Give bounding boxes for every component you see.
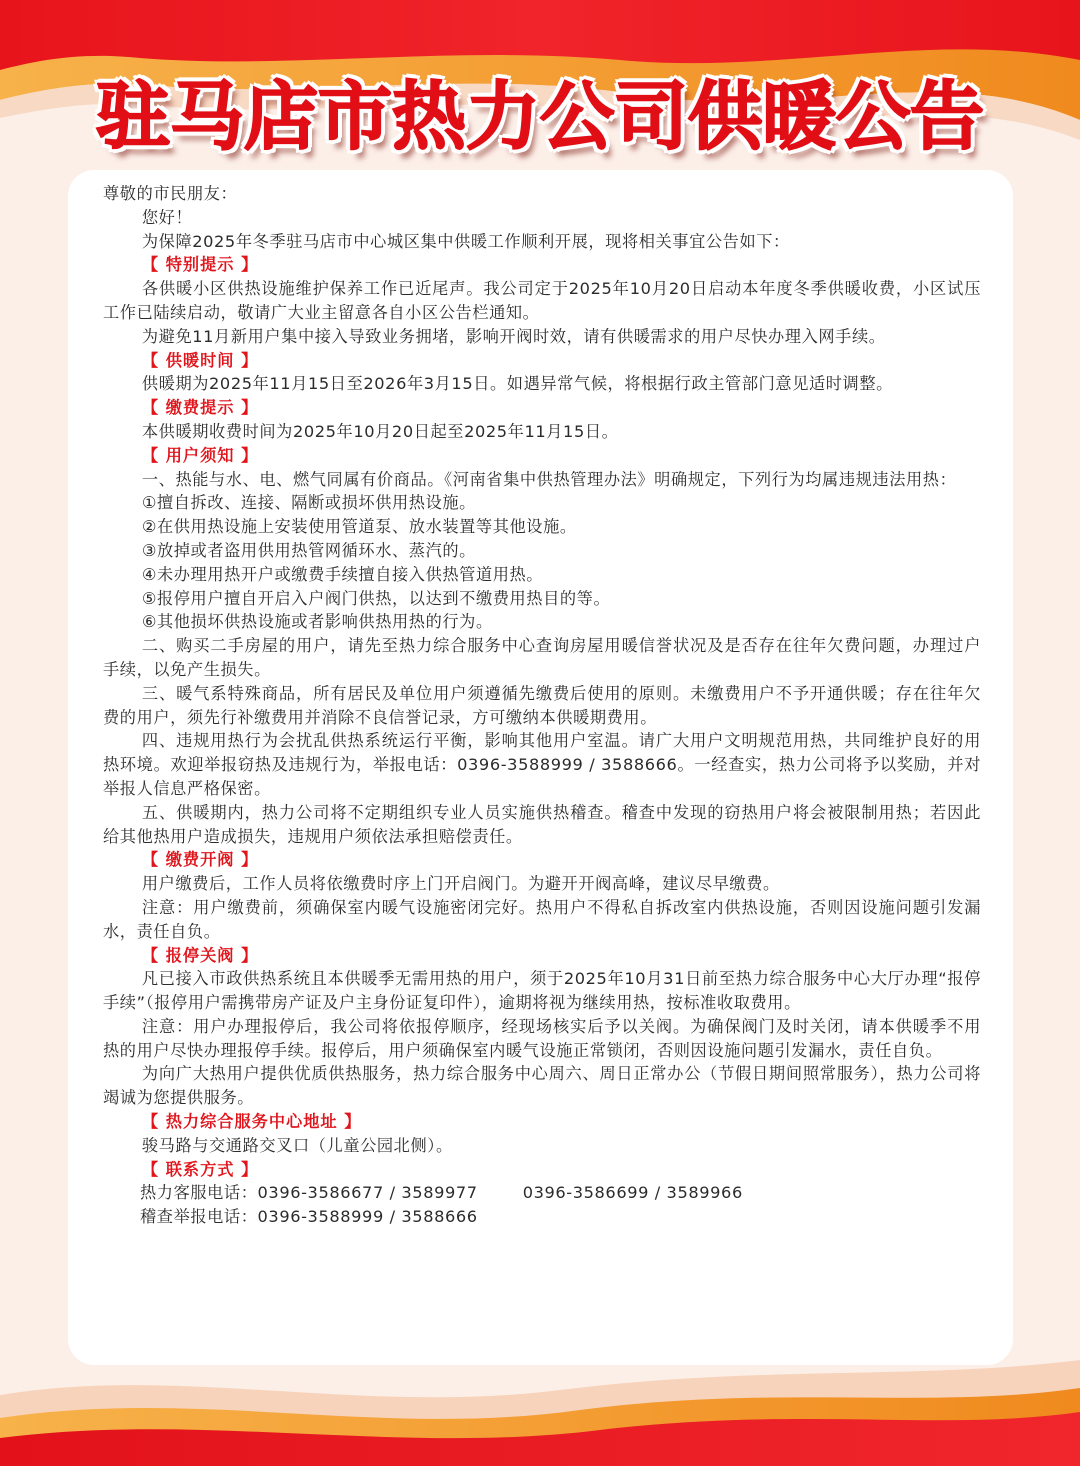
paragraph: 注意：用户缴费前，须确保室内暖气设施密闭完好。热用户不得私自拆改室内供热设施，否则因设施问题引发漏水，责任自负。 <box>103 897 981 941</box>
heading-time: 【 供暖时间 】 <box>141 350 259 370</box>
hello: 您好！ <box>141 207 193 227</box>
paragraph: 用户缴费后，工作人员将依缴费时序上门开启阀门。为避开开阀高峰，建议尽早缴费。 <box>141 874 780 894</box>
report-phone: 0396-3588999 / 3588666 <box>257 1207 478 1227</box>
list-item: ③放掉或者盗用供用热管网循环水、蒸汽的。 <box>141 540 476 560</box>
list-item: ②在供用热设施上安装使用管道泵、放水装置等其他设施。 <box>141 517 577 537</box>
heading-special: 【 特别提示 】 <box>141 255 259 275</box>
list-item: ④未办理用热开户或缴费手续擅自接入供热管道用热。 <box>141 564 544 584</box>
paragraph: 注意：用户办理报停后，我公司将依报停顺序，经现场核实后予以关阀。为确保阀门及时关闭，请本供暖季不用热的用户尽快办理报停手续。报停后，用户须确保室内暖气设施正常锁闭，否则因设施问题引发漏水，责任自负。 <box>103 1016 981 1060</box>
paragraph: 为向广大热用户提供优质供热服务，热力综合服务中心周六、周日正常办公（节假日期间照常服务），热力公司将竭诚为您提供服务。 <box>103 1064 981 1108</box>
greeting: 尊敬的市民朋友： <box>103 184 238 203</box>
notice-body <box>103 182 981 1229</box>
intro: 为保障2025年冬季驻马店市中心城区集中供暖工作顺利开展，现将相关事宜公告如下： <box>141 231 790 251</box>
report-phone-row <box>103 1205 981 1229</box>
heading-open-valve: 【 缴费开阀 】 <box>141 850 259 870</box>
paragraph: 供暖期为2025年11月15日至2026年3月15日。如遇异常气候，将根据行政主管部门意见适时调整。 <box>141 374 893 394</box>
heading-address: 【 热力综合服务中心地址 】 <box>141 1112 362 1132</box>
paragraph: 凡已接入市政供热系统且本供暖季无需用热的用户，须于2025年10月31日前至热力综合服务中心大厅办理“报停手续”（报停用户需携带房产证及户主身份证复印件），逾期将视为继续用热，按标准收取费用。 <box>103 969 981 1013</box>
paragraph: 二、购买二手房屋的用户，请先至热力综合服务中心查询房屋用暖信誉状况及是否存在往年欠费问题，办理过户手续，以免产生损失。 <box>103 636 981 679</box>
heading-close-valve: 【 报停关阀 】 <box>141 945 259 965</box>
heading-fee: 【 缴费提示 】 <box>141 398 259 418</box>
paragraph: 一、热能与水、电、燃气同属有价商品。《河南省集中供热管理办法》明确规定，下列行为均属违规违法用热： <box>141 469 957 489</box>
address-text: 骏马路与交通路交叉口（儿童公园北侧）。 <box>141 1135 453 1155</box>
report-phone-label: 稽查举报电话： <box>140 1207 258 1227</box>
paragraph: 四、违规用热行为会扰乱供热系统运行平衡，影响其他用户室温。请广大用户文明规范用热，共同维护良好的用热环境。欢迎举报窃热及违规行为，举报电话：0396-3588999 / 3588666。一经查实，热力公司将予以奖励，并对举报人信息严格保密。 <box>103 731 981 798</box>
paragraph: 各供暖小区供热设施维护保养工作已近尾声。我公司定于2025年10月20日启动本年度冬季供暖收费，小区试压工作已陆续启动，敬请广大业主留意各自小区公告栏通知。 <box>103 279 981 322</box>
page-title: 驻马店市热力公司供暖公告 <box>96 74 984 160</box>
paragraph: 五、供暖期内，热力公司将不定期组织专业人员实施供热稽查。稽查中发现的窃热用户将会被限制用热；若因此给其他热用户造成损失，违规用户须依法承担赔偿责任。 <box>103 802 981 846</box>
paragraph: 本供暖期收费时间为2025年10月20日起至2025年11月15日。 <box>141 421 619 441</box>
heading-contact: 【 联系方式 】 <box>141 1159 259 1179</box>
list-item: ⑤报停用户擅自开启入户阀门供热，以达到不缴费用热目的等。 <box>141 588 611 608</box>
service-phone-1: 0396-3586677 / 3589977 <box>257 1183 478 1203</box>
heading-notice: 【 用户须知 】 <box>141 445 259 465</box>
service-phone-label: 热力客服电话： <box>140 1183 258 1203</box>
list-item: ⑥其他损坏供热设施或者影响供热用热的行为。 <box>141 612 493 632</box>
paragraph: 三、暖气系特殊商品，所有居民及单位用户须遵循先缴费后使用的原则。未缴费用户不予开通供暖；存在往年欠费的用户，须先行补缴费用并消除不良信誉记录，方可缴纳本供暖期费用。 <box>103 683 981 727</box>
service-phone-row <box>103 1181 981 1205</box>
paragraph: 为避免11月新用户集中接入导致业务拥堵，影响开阀时效，请有供暖需求的用户尽快办理入网手续。 <box>141 326 886 346</box>
service-phone-2: 0396-3586699 / 3589966 <box>522 1183 743 1203</box>
list-item: ①擅自拆改、连接、隔断或损坏供用热设施。 <box>141 493 476 513</box>
